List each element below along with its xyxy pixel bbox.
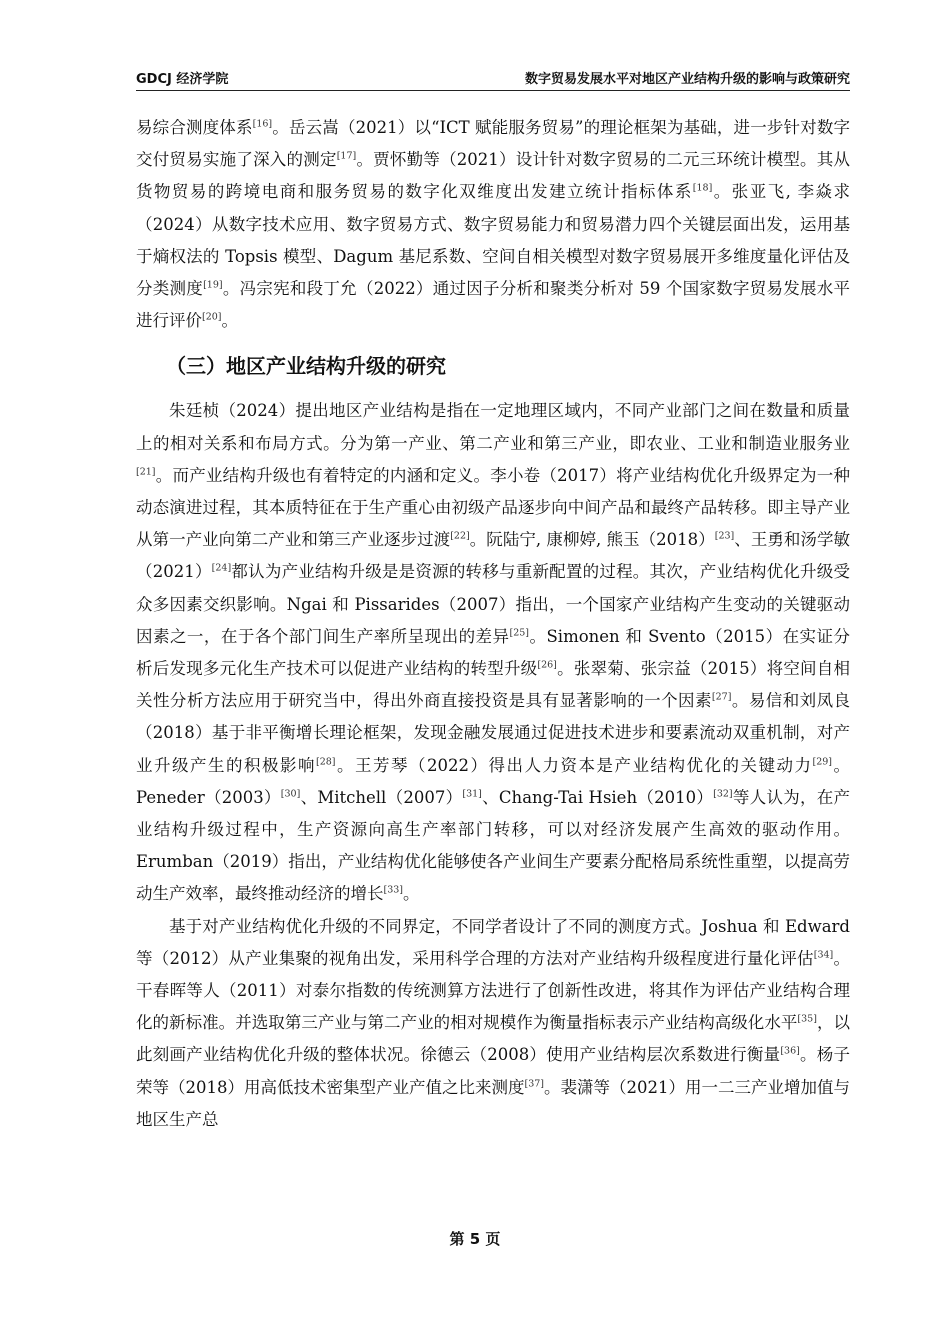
header-institution: GDCJ 经济学院 <box>136 72 229 87</box>
text-run: 。而产业结构升级也有着特定的内涵和定义。李小卷（2017）将产业结构优化升级界定为一种动态演进过程，其本质特征在于生产重心由初级产品逐步向中间产品和最终产品转移。即主导产业从第一产业向第二产业和第三产业逐步过渡 <box>136 465 850 550</box>
citation-ref: [35] <box>797 1013 817 1025</box>
citation-ref: [24] <box>211 562 232 574</box>
citation-ref: [34] <box>813 949 834 961</box>
text-run: 。杨子荣等（2018）用高低技术密集型产业产值之比来测度 <box>136 1045 851 1097</box>
text-run: 。易信和刘凤良（2018）基于非平衡增长理论框架，发现金融发展通过促进技术进步和要素流动双重机制，对产业升级产生的积极影响 <box>136 691 851 775</box>
citation-ref: [25] <box>509 627 530 639</box>
text-run: 、王勇和汤学敏（2021） <box>136 530 851 582</box>
paragraph-1 <box>136 112 850 337</box>
citation-ref: [20] <box>202 311 222 323</box>
text-run: 基于对产业结构优化升级的不同界定，不同学者设计了不同的测度方式。Joshua 和 Edward 等（2012）从产业集聚的视角出发，采用科学合理的方法对产业结构升级程度进行量化评估 <box>136 916 850 968</box>
citation-ref: [28] <box>316 756 336 768</box>
citation-ref: [16] <box>252 118 273 130</box>
citation-ref: [36] <box>780 1045 800 1057</box>
citation-ref: [17] <box>336 150 357 162</box>
text-run: 易综合测度体系 <box>136 118 253 137</box>
text-run: 。贾怀勤等（2021）设计针对数字贸易的二元三环统计模型。其从货物贸易的跨境电商和服务贸易的数字化双维度出发建立统计指标体系 <box>136 150 850 202</box>
text-run: 。岳云嵩（2021）以“ICT 赋能服务贸易”的理论框架为基础，进一步针对数字交付贸易实施了深入的测定 <box>136 118 850 170</box>
text-run: 朱廷桢（2024）提出地区产业结构是指在一定地理区域内，不同产业部门之间在数量和质量上的相对关系和布局方式。分为第一产业、第二产业和第三产业，即农业、工业和制造业服务业 <box>136 401 850 453</box>
text-run: 、Chang-Tai Hsieh（2010） <box>481 787 714 807</box>
text-run: 。张亚飞, 李焱求（2024）从数字技术应用、数字贸易方式、数字贸易能力和贸易潜力四个关键层面出发，运用基于熵权法的 Topsis 模型、Dagum 基尼系数、空间自相关模型对数字贸易展开多维度量化评估及分类测度 <box>136 182 850 299</box>
page-number: 第 5 页 <box>449 1230 501 1248</box>
text-run: 。 <box>403 884 420 904</box>
citation-ref: [29] <box>812 756 833 768</box>
text-run: 。裴潇等（2021）用一二三产业增加值与地区生产总 <box>136 1077 851 1129</box>
text-run: 。 <box>221 311 239 331</box>
document-body <box>136 112 850 1136</box>
paragraph-3 <box>136 911 850 1136</box>
text-run: ，以此刻画产业结构优化升级的整体状况。徐德云（2008）使用产业结构层次系数进行衡量 <box>136 1013 851 1065</box>
citation-ref: [31] <box>462 788 482 800</box>
citation-ref: [18] <box>692 182 713 194</box>
citation-ref: [33] <box>383 884 404 896</box>
citation-ref: [37] <box>524 1078 545 1090</box>
text-run: 。Simonen 和 Svento（2015）在实证分析后发现多元化生产技术可以促进产业结构的转型升级 <box>136 626 851 679</box>
running-header <box>136 66 850 91</box>
text-run: 。冯宗宪和段丁允（2022）通过因子分析和聚类分析对 59 个国家数字贸易发展水平进行评价 <box>136 279 851 331</box>
citation-ref: [26] <box>537 659 557 671</box>
text-run: 、Mitchell（2007） <box>300 787 463 807</box>
citation-ref: [23] <box>714 530 735 542</box>
paragraph-2 <box>136 395 850 910</box>
section-heading: （三）地区产业结构升级的研究 <box>166 354 446 379</box>
citation-ref: [22] <box>450 530 470 542</box>
text-run: 。干春晖等人（2011）对泰尔指数的传统测算方法进行了创新性改进，将其作为评估产业结构合理化的新标准。并选取第三产业与第二产业的相对规模作为衡量指标表示产业结构高级化水平 <box>136 948 851 1033</box>
text-run: 等人认为，在产业结构升级过程中，生产资源向高生产率部门转移，可以对经济发展产生高效的驱动作用。Erumban（2019）指出，产业结构优化能够使各产业间生产要素分配格局系统性重塑，以提高劳动生产效率，最终推动经济的增长 <box>136 787 851 904</box>
text-run: 都认为产业结构升级是是资源的转移与重新配置的过程。其次，产业结构优化升级受众多因素交织影响。Ngai 和 Pissarides（2007）指出，一个国家产业结构产生变动的关键驱动因素之一，在于各个部门间生产率所呈现出的差异 <box>136 562 850 646</box>
text-run: 。阮陆宁, 康柳婷, 熊玉（2018） <box>469 530 715 550</box>
citation-ref: [27] <box>711 691 732 703</box>
header-paper-title: 数字贸易发展水平对地区产业结构升级的影响与政策研究 <box>524 72 850 87</box>
citation-ref: [30] <box>280 788 301 800</box>
citation-ref: [19] <box>203 279 223 291</box>
citation-ref: [21] <box>136 466 156 478</box>
citation-ref: [32] <box>713 788 733 800</box>
text-run: 。 Peneder（2003） <box>136 755 851 807</box>
text-run: 。张翠菊、张宗益（2015）将空间自相关性分析方法应用于研究当中，得出外商直接投资是具有显著影响的一个因素 <box>136 659 850 711</box>
text-run: 。王芳琴（2022）得出人力资本是产业结构优化的关键动力 <box>335 755 813 775</box>
